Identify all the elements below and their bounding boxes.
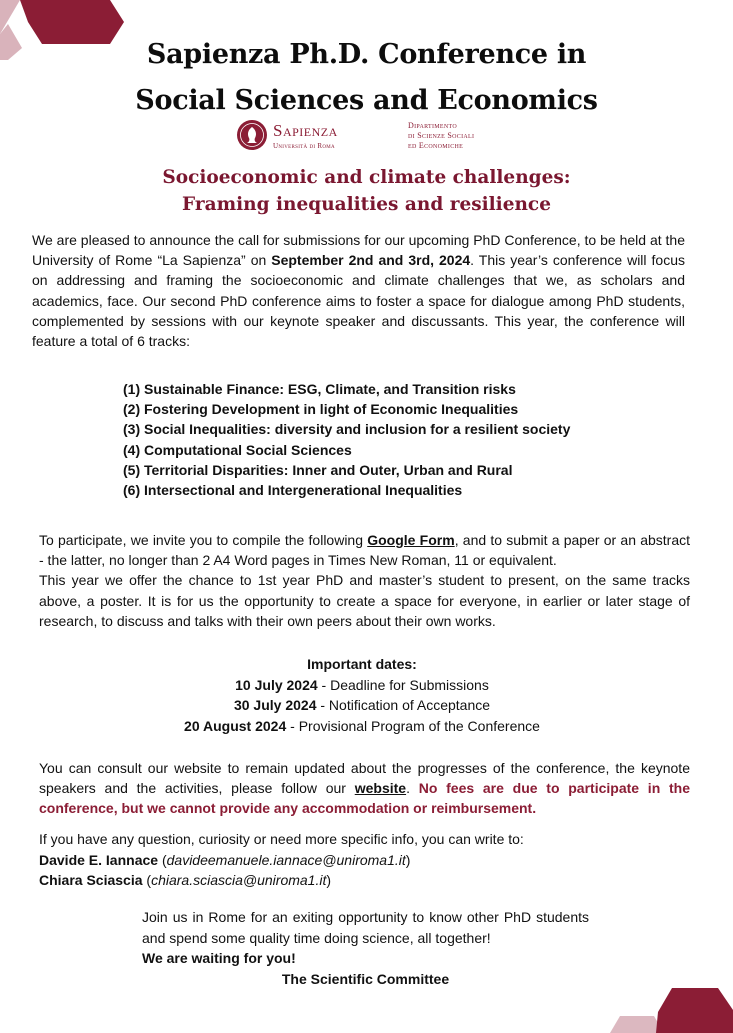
intro-text-a: We are pleased to announce the call for submissions for our upcoming PhD Conference, to be held at the University of Rome “La Sapienza” on [32,232,685,269]
title-line-2: Social Sciences and Economics [135,85,598,116]
contact-intro: If you have any question, curiosity or need more specific info, you can write to: [39,831,524,847]
department-line-1: Dipartimento [408,121,458,130]
signature: The Scientific Committee [281,970,450,987]
list-item: (4) Computational Social Sciences [123,441,352,458]
university-name: Sapienza [273,121,338,140]
contact-person: Davide E. Iannace (davideemanuele.iannace@uniroma1.it) [39,851,411,868]
contact-person: Chiara Sciascia (chiara.sciascia@uniroma1.it) [39,872,332,888]
list-item: (2) Fostering Development in light of Economic Inequalities [123,401,519,418]
waiting-text: We are waiting for you! [142,950,296,966]
contact-email[interactable]: davideemanuele.iannace@uniroma1.it [166,851,406,868]
website-link[interactable]: website [354,780,407,797]
conference-dates: September 2nd and 3rd, 2024 [271,252,471,269]
conference-theme [0,164,733,218]
website-text-b: . [406,780,419,797]
page-title [0,32,733,124]
dates-heading: Important dates: [307,656,417,672]
sapienza-seal-icon [236,119,268,151]
fees-notice: No fees are due to participate in the conference, but we cannot provide any accommodation or reimbursement. [39,780,690,817]
date-row [0,695,724,716]
tracks-list [123,379,570,500]
list-item: (1) Sustainable Finance: ESG, Climate, and Transition risks [123,381,516,397]
participation-paragraph [39,530,690,631]
list-item: (3) Social Inequalities: diversity and inclusion for a resilient society [123,421,571,438]
date-value: 30 July 2024 [233,697,317,713]
date-description: - Notification of Acceptance [316,697,491,713]
date-description: - Deadline for Submissions [317,676,489,693]
list-item: (6) Intersectional and Intergenerational Inequalities [123,482,463,499]
contact-email[interactable]: chiara.sciascia@uniroma1.it [151,872,327,888]
date-description: - Provisional Program of the Conference [286,717,540,734]
participation-text [39,530,690,570]
department-line-3: ed Economiche [408,141,464,150]
contact-name: Davide E. Iannace [39,851,159,868]
theme-line-2: Framing inequalities and resilience [182,194,551,215]
title-line-1: Sapienza Ph.D. Conference in [146,39,587,70]
contact-name: Chiara Sciascia [39,872,143,888]
date-value: 10 July 2024 [235,676,318,693]
important-dates [0,654,724,736]
date-value: 20 August 2024 [184,717,287,734]
theme-line-1: Socioeconomic and climate challenges: [162,167,571,188]
bottom-right-decoration [600,980,733,1033]
website-paragraph [39,758,690,819]
closing-text: Join us in Rome for an exiting opportunity to know other PhD students and spend some quality time doing science, all together! [142,909,589,946]
google-form-link[interactable]: Google Form [367,532,455,548]
website-text-a: You can consult our website to remain updated about the progresses of the conference, the keynote speakers and the activities, please follow our [39,760,690,797]
closing-section [142,907,589,989]
participate-text-b: , and to submit a paper or an abstract - the latter, no longer than 2 A4 Word pages in Times New Roman, 11 or equivalent. [39,532,690,569]
poster-text: This year we offer the chance to 1st year PhD and master’s student to present, on the same tracks above, a poster. It is for us the opportunity to create a space for everyone, in earlier or later stage of research, to discuss and talks with their own peers about their own works. [39,572,690,629]
participate-text-a: To participate, we invite you to compile the following [39,532,368,548]
department-line-2: di Scienze Sociali [408,131,475,140]
intro-paragraph [32,230,685,351]
university-subtitle: Università di Roma [273,142,335,150]
contact-section [39,829,524,891]
list-item: (5) Territorial Disparities: Inner and Outer, Urban and Rural [123,461,513,478]
date-row [0,675,724,696]
intro-text-b: . This year’s conference will focus on addressing and framing the socioeconomic and climate challenges that we, as scholars and academics, face. Our second PhD conference aims to foster a space for dialogue among PhD students, complemented by sessions with our keynote speaker and discussants. This year, the conference will feature a total of 6 tracks: [32,252,685,350]
department-logo [408,121,474,151]
date-row [0,716,724,737]
